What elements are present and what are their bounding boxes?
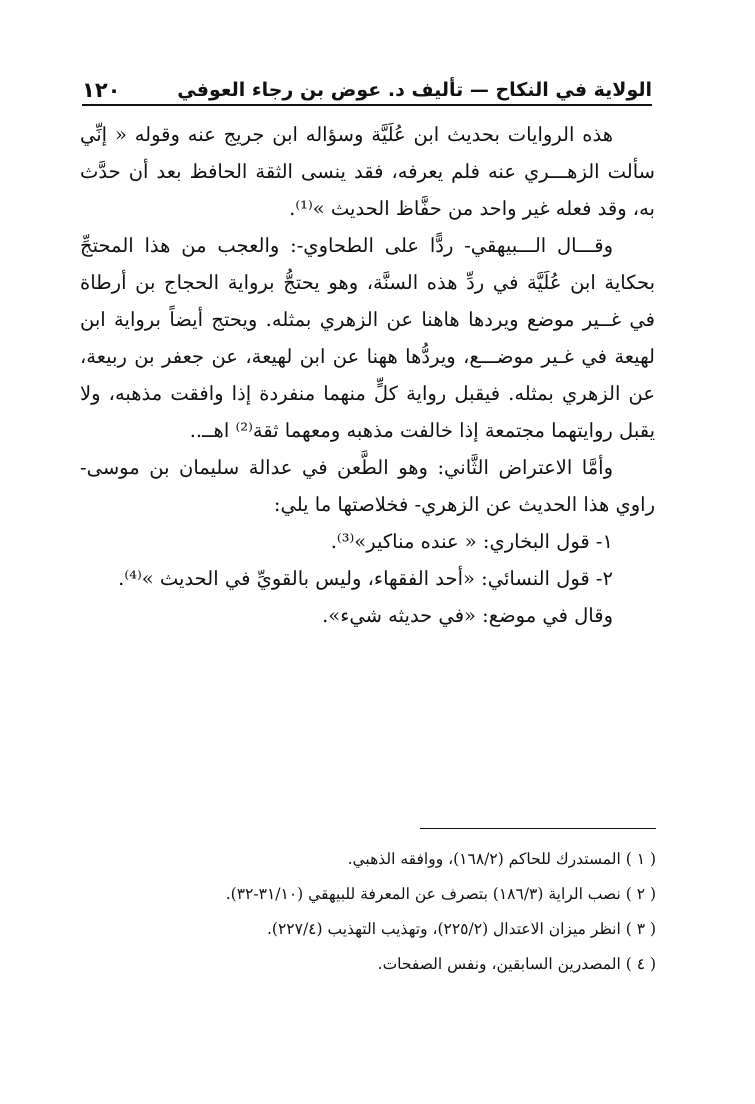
footnote-3: ( ٣ ) انظر ميزان الاعتدال (٢٢٥/٢)، وتهذيب التهذيب (٢٢٧/٤). bbox=[267, 920, 656, 938]
header-rule bbox=[82, 104, 652, 106]
paragraph-3: وأمَّا الاعتراض الثَّاني: وهو الطَّعن في عدالة سليمان بن موسى- راوي هذا الحديث عن الزهري- فخلاصتها ما يلي: bbox=[80, 456, 655, 516]
footnote-1: ( ١ ) المستدرك للحاكم (١٦٨/٢)، ووافقه الذهبي. bbox=[347, 850, 656, 868]
page-header bbox=[82, 64, 652, 104]
footnote-2: ( ٢ ) نصب الراية (١٨٦/٣) بتصرف عن المعرفة للبيهقي (٣١/١٠-٣٢). bbox=[225, 885, 656, 903]
main-text bbox=[80, 116, 655, 634]
list-item-3: وقال في موضع: «في حديثه شيء». bbox=[322, 604, 613, 627]
paragraph-1: هذه الروايات بحديث ابن عُلَيَّة وسؤاله ابن جريج عنه وقوله « إنِّي سألت الزهـــري عنه فلم يعرفه، فقد ينسى الثقة الحافظ بعد أن حدَّث به، وقد فعله غير واحد من حفَّاظ الحديث »⁽¹⁾. bbox=[80, 123, 655, 220]
page-number: ١٢٠ bbox=[82, 78, 121, 102]
running-title: الولاية في النكاح — تأليف د. عوض بن رجاء العوفي bbox=[177, 79, 652, 101]
list-item-2: ٢- قول النسائي: «أحد الفقهاء، وليس بالقويِّ في الحديث »⁽⁴⁾. bbox=[118, 567, 613, 590]
footnote-4: ( ٤ ) المصدرين السابقين، ونفس الصفحات. bbox=[377, 955, 656, 973]
paragraph-2: وقـــال الـــبيهقي- ردًّا على الطحاوي-: والعجب من هذا المحتجِّ بحكاية ابن عُلَيَّة في ردِّ هذه السنَّة، وهو يحتجُّ برواية الحجاج بن أرطاة في غــير موضع ويردها هاهنا عن الزهري بمثله. ويحتج أيضاً برواية ابن لهيعة في غـير موضـــع، ويردُّها ههنا عن ابن لهيعة، عن جعفر بن ربيعة، عن الزهري بمثله. فيقبل رواية كلٍّ منهما منفردة إذا وافقت مذهبه، ولا يقبل روايتهما مجتمعة إذا خالفت مذهبه ومعهما ثقة⁽²⁾ اهــ.. bbox=[80, 234, 655, 442]
footnote-separator bbox=[420, 828, 656, 829]
list-item-1: ١- قول البخاري: « عنده مناكير»⁽³⁾. bbox=[330, 530, 613, 553]
footnotes bbox=[90, 842, 656, 982]
